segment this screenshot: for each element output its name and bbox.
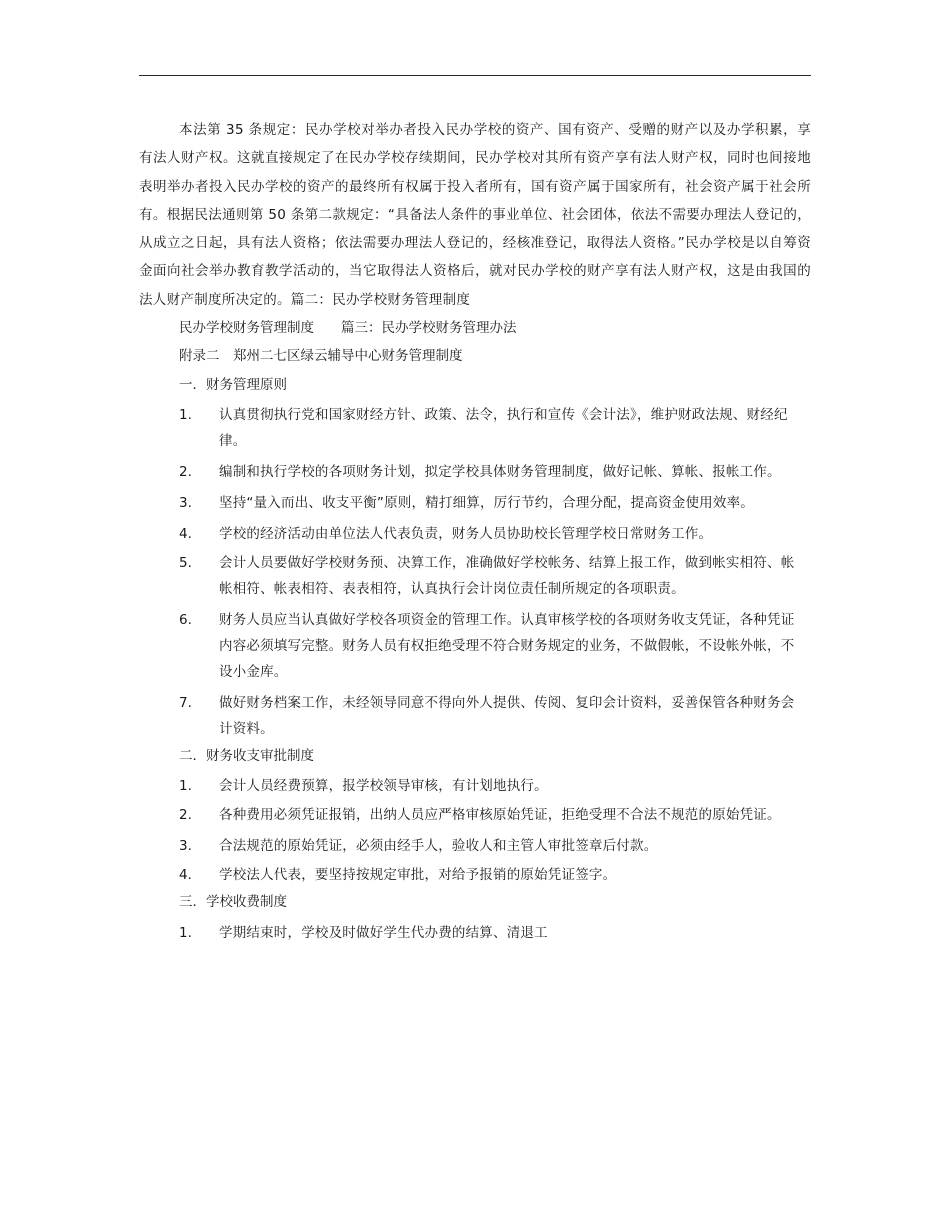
list-item — [139, 690, 811, 742]
list-item — [139, 521, 811, 547]
item-number: 6. — [179, 611, 192, 628]
header-rule — [139, 75, 811, 76]
intro-paragraph: 本法第 35 条规定：民办学校对举办者投入民办学校的资产、国有资产、受赠的财产以及办学积累，享有法人财产权。这就直接规定了在民办学校存续期间，民办学校对其所有资产享有法人财产权，同时也间接地表明举办者投入民办学校的资产的最终所有权属于投入者所有，国有资产属于国家所有，社会资产属于社会所有。根据民法通则第 50 条第二款规定：“具备法人条件的事业单位、社会团体，依法不需要办理法人登记的，从成立之日起，具有法人资格；依法需要办理法人登记的，经核准登记，取得法人资格。”民办学校是以自筹资金面向社会举办教育教学活动的，当它取得法人资格后，就对民办学校的财产享有法人财产权，这是由我国的法人财产制度所决定的。篇二：民办学校财务管理制度 — [139, 122, 811, 308]
item-number: 2. — [179, 807, 192, 824]
list-item — [139, 920, 811, 946]
item-text: 学校法人代表，要坚持按规定审批，对给予报销的原始凭证签字。 — [219, 867, 617, 884]
item-text: 财务人员应当认真做好学校各项资金的管理工作。认真审核学校的各项财务收支凭证，各种凭证内容必须填写完整。财务人员有权拒绝受理不符合财务规定的业务，不做假帐，不设帐外帐，不设小金库。 — [219, 611, 795, 680]
list-item — [139, 550, 811, 602]
item-text: 会计人员经费预算，报学校领导审核，有计划地执行。 — [219, 778, 548, 795]
section-heading: 一．财务管理原则 — [179, 376, 287, 393]
section-heading: 二．财务收支审批制度 — [179, 747, 314, 764]
item-text: 会计人员要做好学校财务预、决算工作，准确做好学校帐务、结算上报工作，做到帐实相符、帐帐相符、帐表相符、表表相符，认真执行会计岗位责任制所规定的各项职责。 — [219, 554, 795, 597]
document-body — [139, 116, 811, 946]
item-text: 各种费用必须凭证报销，出纳人员应严格审核原始凭证，拒绝受理不合法不规范的原始凭证。 — [219, 807, 781, 824]
item-text: 学期结束时，学校及时做好学生代办费的结算、清退工 — [219, 924, 548, 941]
item-number: 1. — [179, 778, 192, 795]
item-number: 1. — [179, 924, 192, 941]
list-item — [139, 862, 811, 888]
item-text: 做好财务档案工作，未经领导同意不得向外人提供、传阅、复印会计资料，妥善保管各种财务会计资料。 — [219, 694, 795, 737]
item-text: 坚持“量入而出、收支平衡”原则，精打细算，厉行节约，合理分配，提高资金使用效率。 — [219, 494, 754, 511]
item-number: 4． — [179, 867, 202, 884]
list-item — [139, 802, 811, 828]
section-heading: 三．学校收费制度 — [179, 894, 287, 911]
item-number: 7. — [179, 694, 192, 711]
item-number: 3. — [179, 494, 192, 511]
appendix-title: 附录二 郑州二七区绿云辅导中心财务管理制度 — [179, 348, 463, 365]
list-item — [139, 607, 811, 685]
list-item — [139, 402, 811, 454]
section-titles-line: 民办学校财务管理制度 篇三：民办学校财务管理办法 — [179, 320, 517, 337]
item-number: 4. — [179, 525, 192, 542]
list-item — [139, 773, 811, 799]
item-text: 编制和执行学校的各项财务计划，拟定学校具体财务管理制度，做好记帐、算帐、报帐工作。 — [219, 463, 781, 480]
list-item — [139, 833, 811, 859]
item-number: 1. — [179, 406, 192, 423]
item-text: 合法规范的原始凭证，必须由经手人，验收人和主管人审批签章后付款。 — [219, 838, 658, 855]
item-text: 认真贯彻执行党和国家财经方针、政策、法令，执行和宣传《会计法》，维护财政法规、财经纪律。 — [219, 406, 788, 449]
item-number: 3. — [179, 838, 192, 855]
item-number: 5. — [179, 554, 192, 571]
item-text: 学校的经济活动由单位法人代表负责，财务人员协助校长管理学校日常财务工作。 — [219, 525, 713, 542]
list-item — [139, 490, 811, 516]
item-number: 2. — [179, 463, 192, 480]
list-item — [139, 459, 811, 485]
